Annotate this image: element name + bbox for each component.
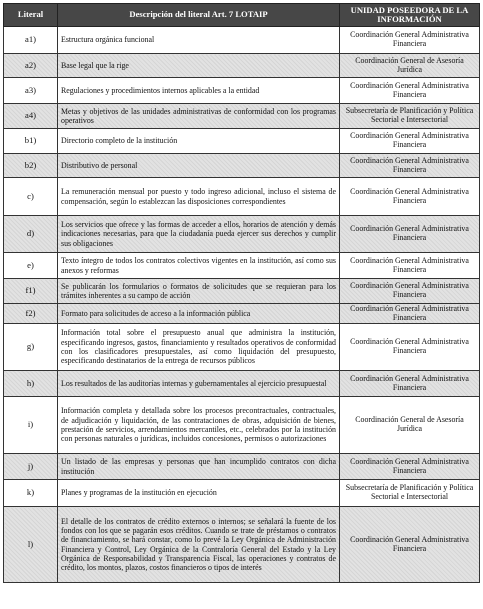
row-literal: c) xyxy=(4,178,58,216)
table-row xyxy=(4,129,480,154)
row-unidad: Coordinación General de Asesoría Jurídica xyxy=(340,397,480,454)
row-literal: b2) xyxy=(4,154,58,178)
header-unidad: UNIDAD POSEEDORA DE LA INFORMACIÓN xyxy=(340,4,480,27)
table-row xyxy=(4,454,480,480)
row-literal: a1) xyxy=(4,27,58,54)
row-unidad: Coordinación General Administrativa Financiera xyxy=(340,507,480,583)
table-row xyxy=(4,324,480,371)
row-literal: a2) xyxy=(4,54,58,78)
row-description-text: Distributivo de personal xyxy=(61,160,138,170)
table-row xyxy=(4,216,480,253)
row-description-text: Base legal que la rige xyxy=(61,60,129,70)
row-literal: f2) xyxy=(4,304,58,324)
row-description xyxy=(58,54,340,78)
row-description xyxy=(58,454,340,480)
row-literal: e) xyxy=(4,253,58,279)
table-row xyxy=(4,279,480,304)
row-description xyxy=(58,371,340,397)
table-row xyxy=(4,178,480,216)
row-unidad: Coordinación General Administrativa Financiera xyxy=(340,279,480,304)
row-unidad: Coordinación General Administrativa Financiera xyxy=(340,371,480,397)
table-row xyxy=(4,397,480,454)
row-literal: b1) xyxy=(4,129,58,154)
row-description xyxy=(58,154,340,178)
row-literal: k) xyxy=(4,480,58,507)
row-literal: f1) xyxy=(4,279,58,304)
row-description xyxy=(58,397,340,454)
row-unidad: Coordinación General Administrativa Financiera xyxy=(340,216,480,253)
row-description xyxy=(58,78,340,104)
row-literal: l) xyxy=(4,507,58,583)
table-row xyxy=(4,507,480,583)
row-description xyxy=(58,216,340,253)
table-body xyxy=(4,27,480,583)
row-literal: j) xyxy=(4,454,58,480)
row-description xyxy=(58,253,340,279)
row-description-text: Los servicios que ofrece y las formas de acceder a ellos, horarios de atención y demás indicaciones necesarias, para que la ciudadanía pueda ejercer sus derechos y cumplir sus obligaciones xyxy=(61,220,336,248)
row-description xyxy=(58,304,340,324)
row-description-text: Estructura orgánica funcional xyxy=(61,35,155,45)
header-literal: Literal xyxy=(4,4,58,27)
table-header-row xyxy=(4,4,480,27)
row-unidad: Coordinación General Administrativa Financiera xyxy=(340,27,480,54)
row-literal: g) xyxy=(4,324,58,371)
lotaip-document xyxy=(3,3,479,583)
table-row xyxy=(4,371,480,397)
row-unidad: Coordinación General Administrativa Financiera xyxy=(340,304,480,324)
row-literal: d) xyxy=(4,216,58,253)
row-description-text: Planes y programas de la institución en ejecución xyxy=(61,488,217,498)
row-unidad: Subsecretaría de Planificación y Política Sectorial e Intersectorial xyxy=(340,480,480,507)
row-literal: h) xyxy=(4,371,58,397)
row-description-text: Formato para solicitudes de acceso a la información pública xyxy=(61,308,251,318)
row-unidad: Coordinación General Administrativa Financiera xyxy=(340,454,480,480)
row-description-text: Un listado de las empresas y personas que han incumplido contratos con dicha institución xyxy=(61,457,336,476)
row-description-text: Los resultados de las auditorías internas y gubernamentales al ejercicio presupuestal xyxy=(61,378,327,388)
row-literal: i) xyxy=(4,397,58,454)
row-description xyxy=(58,279,340,304)
row-description xyxy=(58,324,340,371)
row-description-text: Metas y objetivos de las unidades administrativas de conformidad con los programas operativos xyxy=(61,106,336,125)
row-description xyxy=(58,507,340,583)
table-row xyxy=(4,480,480,507)
row-description xyxy=(58,480,340,507)
row-description xyxy=(58,27,340,54)
lotaip-table xyxy=(3,3,480,583)
row-description-text: La remuneración mensual por puesto y todo ingreso adicional, incluso el sistema de compensación, según lo establezcan las disposiciones correspondientes xyxy=(61,187,336,206)
row-description-text: Información total sobre el presupuesto anual que administra la institución, especificando ingresos, gastos, financiamiento y resultados operativos de conformidad con los clasificadores presupuestales, así como liquidación del presupuesto, especificando destinatarios de la entrega de recursos públicos xyxy=(61,328,336,366)
row-description-text: Texto íntegro de todos los contratos colectivos vigentes en la institución, así como sus anexos y reformas xyxy=(61,256,336,275)
row-unidad: Subsecretaría de Planificación y Política Sectorial e Intersectorial xyxy=(340,104,480,129)
row-unidad: Coordinación General Administrativa Financiera xyxy=(340,154,480,178)
row-literal: a4) xyxy=(4,104,58,129)
row-unidad: Coordinación General Administrativa Financiera xyxy=(340,178,480,216)
row-description xyxy=(58,129,340,154)
row-description xyxy=(58,104,340,129)
table-row xyxy=(4,27,480,54)
row-description-text: El detalle de los contratos de crédito externos o internos; se señalará la fuente de los fondos con los que se pagarán esos créditos. Cuando se trate de préstamos o contratos de financiamiento, se hará constar, como lo prevé la Ley Orgánica de Administración Financiera y Control, Ley Orgánica de la Contraloría General del Estado y la Ley Orgánica de Responsabilidad y Transparencia Fiscal, las operaciones y contratos de crédito, los montos, plazos, costos financieros o tipos de interés xyxy=(61,516,336,573)
row-description-text: Se publicarán los formularios o formatos de solicitudes que se requieran para los trámites inherentes a su campo de acción xyxy=(61,281,336,300)
row-description-text: Directorio completo de la institución xyxy=(61,136,178,146)
row-description-text: Regulaciones y procedimientos internos aplicables a la entidad xyxy=(61,85,260,95)
table-row xyxy=(4,253,480,279)
row-unidad: Coordinación General Administrativa Financiera xyxy=(340,253,480,279)
row-literal: a3) xyxy=(4,78,58,104)
row-unidad: Coordinación General Administrativa Financiera xyxy=(340,129,480,154)
table-row xyxy=(4,154,480,178)
row-unidad: Coordinación General Administrativa Financiera xyxy=(340,78,480,104)
table-row xyxy=(4,78,480,104)
row-unidad: Coordinación General Administrativa Financiera xyxy=(340,324,480,371)
table-row xyxy=(4,54,480,78)
row-description xyxy=(58,178,340,216)
header-descripcion: Descripción del literal Art. 7 LOTAIP xyxy=(58,4,340,27)
row-description-text: Información completa y detallada sobre los procesos precontractuales, contractuales, de adjudicación y liquidación, de las contrataciones de obras, adquisición de bienes, prestación de servicios, arrendamientos mercantiles, etc., celebrados por la institución con personas naturales o jurídicas, incluidos concesiones, permisos o autorizaciones xyxy=(61,406,336,444)
table-row xyxy=(4,304,480,324)
table-row xyxy=(4,104,480,129)
row-unidad: Coordinación General de Asesoría Jurídica xyxy=(340,54,480,78)
